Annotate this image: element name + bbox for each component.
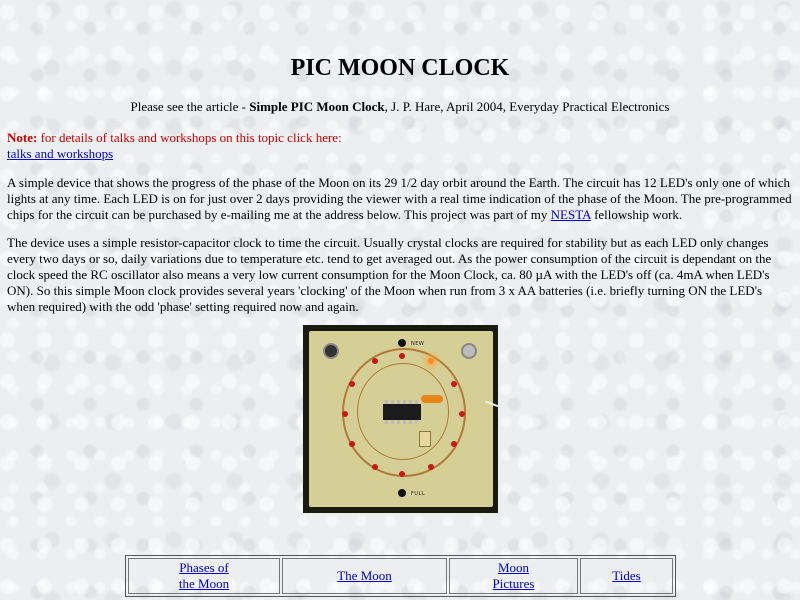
- nav-cell-moon-pictures: [449, 558, 578, 594]
- intro-paragraph: [7, 175, 793, 223]
- led-lit: [428, 358, 434, 364]
- new-moon-marker: [398, 339, 406, 347]
- led: [342, 411, 348, 417]
- nesta-link[interactable]: NESTA: [550, 207, 591, 222]
- intro-text: A simple device that shows the progress of the phase of the Moon on its 29 1/2 day orbit around the Earth. The circuit has 12 LED's only one of which lights at any time. Each LED is on for just over 2 days providing the viewer with a real time indication of the phase of the Moon. The pre-programmed chips for the circuit can be purchased by e-mailing me at the address below. This project was part of my: [7, 175, 792, 222]
- pic-chip: [383, 404, 421, 420]
- led: [349, 441, 355, 447]
- page-title: PIC MOON CLOCK: [290, 55, 510, 81]
- nav-link-line: Pictures: [492, 576, 535, 591]
- nav-link-the-moon[interactable]: The Moon: [337, 568, 392, 583]
- nav-link-line: the Moon: [178, 576, 230, 591]
- nav-cell-tides: [580, 558, 673, 594]
- article-title: Simple PIC Moon Clock: [249, 99, 385, 114]
- nav-link-moon-pictures[interactable]: [493, 560, 535, 591]
- full-label: FULL: [411, 491, 426, 497]
- switch-knob: [323, 343, 339, 359]
- moon-clock-photo: [303, 325, 498, 513]
- nav-link-phases-of-the-moon[interactable]: [179, 560, 229, 591]
- nav-cell-phases: [128, 558, 280, 594]
- led: [399, 353, 405, 359]
- nav-link-line: Moon: [497, 560, 530, 575]
- led: [349, 381, 355, 387]
- article-reference-prefix: Please see the article -: [130, 99, 250, 114]
- nav-link-line: Phases of: [179, 560, 229, 575]
- led: [451, 441, 457, 447]
- full-moon-marker: [398, 489, 406, 497]
- capacitor: [421, 395, 443, 403]
- workshops-note: [7, 130, 793, 162]
- nav-cell-the-moon: [282, 558, 447, 594]
- footer-nav: [125, 555, 676, 597]
- button-knob: [461, 343, 477, 359]
- new-label: NEW: [411, 341, 425, 347]
- led: [372, 464, 378, 470]
- note-label: Note:: [7, 130, 38, 145]
- led: [459, 411, 465, 417]
- led: [451, 381, 457, 387]
- nav-link-tides[interactable]: Tides: [612, 568, 641, 583]
- intro-text-end: fellowship work.: [590, 207, 683, 222]
- circuit-board: [309, 331, 493, 507]
- article-reference-suffix: , J. P. Hare, April 2004, Everyday Practical Electronics: [384, 99, 670, 114]
- talks-workshops-link[interactable]: talks and workshops: [7, 146, 114, 161]
- led: [428, 464, 434, 470]
- note-text: for details of talks and workshops on this topic click here:: [37, 130, 342, 145]
- resistor: [419, 431, 431, 447]
- led: [399, 471, 405, 477]
- led: [372, 358, 378, 364]
- circuit-paragraph: The device uses a simple resistor-capacitor clock to time the circuit. Usually crystal clocks are required for stability but as each LED only changes every two days or so, daily variations due to temperature etc. tend to get averaged out. As the power consumption of the circuit is dependant on the clock speed the RC oscillator also means a very low current consumption for the Moon Clock, ca. 80 µA with the LED's off (ca. 4mA when LED's ON). So this simple Moon clock provides several years 'clocking' of the Moon when run from 3 x AA batteries (i.e. briefly turning ON the LED's when required) with the odd 'phase' setting required now and again.: [7, 235, 772, 314]
- article-reference: [0, 98, 800, 116]
